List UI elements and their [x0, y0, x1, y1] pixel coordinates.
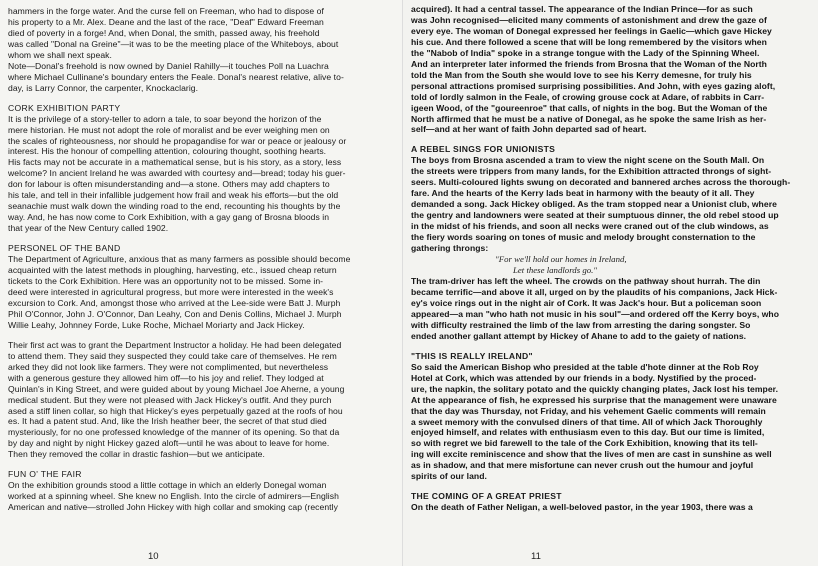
text-line: his cue. And there followed a scene that will be long remembered by the visitors when	[411, 36, 767, 47]
text-line: Then they removed the collar in drastic fashion—but we anticipate.	[8, 449, 265, 460]
text-line: mere historian. He must not adopt the role of moralist and be ever weighing men on	[8, 124, 330, 135]
text-line: gathering throngs:	[411, 243, 489, 254]
text-line: interest. His the honour of compelling attention, colouring thought, soothing hearts.	[8, 146, 327, 157]
text-line: personal attractions promised surprising possibilities. And John, with eyes gazing aloft,	[411, 80, 776, 91]
text-line: ure, the napkin, the solitary potato and the quickly changing plates, Jack lost his temper.	[411, 383, 779, 394]
section-heading: THE COMING OF A GREAT PRIEST	[411, 491, 562, 502]
text-line: became terrific—and above it all, urged on by the plaudits of his companions, Jack Hick-	[411, 286, 778, 297]
text-line: the gentry and landowners were seated at their sumptuous dinner, the old rebel stood up	[411, 210, 779, 221]
text-line: seers. Multi-coloured lights swung on decorated and bannered arches across the thorough-	[411, 177, 791, 188]
text-line: ey's voice rings out in the night air of Cork. It was Jack's hour. But a policeman soon	[411, 297, 762, 308]
text-line: On the death of Father Neligan, a well-beloved pastor, in the year 1903, there was a	[411, 502, 753, 513]
text-line: It is the privilege of a story-teller to adorn a tale, to soar beyond the horizon of the	[8, 113, 322, 124]
text-line: appeared—a man "who hath not music in his soul"—and ordered off the Kerry boys, who	[411, 308, 780, 319]
right-column	[411, 4, 807, 513]
text-line: medical student. But they were not pleased with Jack Hickey's outfit. And they purch	[8, 394, 332, 405]
right-page	[402, 0, 818, 566]
body-paragraph	[8, 114, 392, 234]
text-line: es. It had a patent stud. And, like the Irish heather beer, the secret of that stud died	[8, 416, 327, 427]
page-number-right: 11	[531, 551, 541, 562]
verse-line: Let these landlords go."	[513, 265, 598, 276]
text-line: his tale, and tell in their infallible judgement how frail and weak his efforts—but the old	[8, 190, 339, 201]
body-paragraph	[8, 480, 392, 513]
page-number-left: 10	[148, 551, 159, 562]
verse-line: "For we'll hold our homes in Ireland,	[495, 254, 627, 265]
text-line: spirits of our land.	[411, 471, 487, 482]
section-heading: FUN O' THE FAIR	[8, 469, 82, 480]
text-line: Quinlan's in King Street, and were guided about by young Michael Joe Aherne, a young	[8, 383, 345, 394]
left-column	[8, 6, 392, 513]
text-line: died of poverty in a forge! And, when Donal, the smith, passed away, his freehold	[8, 27, 320, 38]
text-line: where Michael Cullinane's boundary enters the Feale. Donal's nearest relative, alive to-	[8, 71, 344, 82]
text-line: whom we shall next speak.	[8, 49, 112, 60]
text-line: Phil O'Connor, John J. O'Connor, Dan Leahy, Con and Denis Collins, Michael J. Murph	[8, 308, 342, 319]
text-line: told the Man from the South she would love to see his Kerry demesne, for truly his	[411, 69, 752, 80]
body-paragraph	[411, 276, 807, 342]
text-line: self—and at her want of faith John departed sad of heart.	[411, 124, 647, 135]
text-line: On the exhibition grounds stood a little cottage in which an elderly Donegal woman	[8, 480, 327, 491]
intro-paragraph	[411, 4, 807, 135]
section-heading: A REBEL SINGS FOR UNIONISTS	[411, 144, 556, 155]
text-line: as in shadow, and that mere misfortune can never crush out the humour and joyful	[411, 460, 754, 471]
text-line: ended another gallant attempt by Hickey of Ahane to add to the gaiety of nations.	[411, 330, 747, 341]
body-paragraph	[8, 254, 392, 331]
text-line: At the appearance of fish, he expressed his surprise that the management were unaware	[411, 394, 777, 405]
body-paragraph	[8, 340, 392, 460]
text-line: The Department of Agriculture, anxious that as many farmers as possible should become	[8, 254, 351, 265]
text-line: acquainted with the latest methods in ploughing, harvesting, etc., issued cheap return	[8, 265, 337, 276]
text-line: the fiery words soaring on tones of music and melody brought consternation to the	[411, 232, 756, 243]
text-line: the scales of righteousness, nor should he propagandise for war or peace or jealousy or	[8, 135, 347, 146]
section-heading: CORK EXHIBITION PARTY	[8, 102, 121, 113]
text-line: So said the American Bishop who presided at the table d'hote dinner at the Rob Roy	[411, 361, 759, 372]
text-line: was John recognised—elicited many comments of astonishment and drew the gaze of	[411, 14, 767, 25]
text-line: hammers in the forge water. And the curse fell on Freeman, who had to dispose of	[8, 6, 324, 16]
text-line: fare. And the hearts of the Kerry lads beat in harmony with the beauty of it all. They	[411, 188, 755, 199]
text-line: Willie Leahy, Johnney Forde, Luke Roche, Michael Moriarty and Jack Hickey.	[8, 319, 305, 330]
text-line: that the day was Thursday, not Friday, and his vehement Gaelic comments will remain	[411, 405, 766, 416]
text-line: acquired). It had a central tassel. The appearance of the Indian Prince—for as such	[411, 4, 753, 14]
text-line: his property to a Mr. Alex. Deane and the last of the race, "Deaf" Edward Freeman	[8, 16, 324, 27]
text-line: don for labour is often misunderstanding and—a stone. Others may add chapters to	[8, 179, 330, 190]
text-line: arked they did not look like farmers. They were not complimented, but nevertheless	[8, 361, 329, 372]
text-line: with a generous gesture they allowed him off—to his joy and relief. They lodged at	[8, 372, 324, 383]
text-line: demanded a song. Jack Hickey obliged. As the tram stopped near a Unionist club, where	[411, 199, 777, 210]
intro-paragraph	[8, 6, 392, 94]
left-page	[0, 0, 402, 566]
text-line: told of lordly salmon in the Feale, of crowing grouse cock at Adare, of rabbits in Carr-	[411, 91, 765, 102]
text-line: The boys from Brosna ascended a tram to view the night scene on the South Mall. On	[411, 155, 765, 166]
text-line: every eye. The woman of Donegal expressed her feelings in Gaelic—which gave Hickey	[411, 25, 772, 36]
text-line: way. And, he has now come to Cork Exhibition, with a gay gang of Brosna bloods in	[8, 212, 330, 223]
body-paragraph	[411, 155, 807, 254]
text-line: with difficulty restrained the limb of the law from arresting the daring songster. So	[411, 319, 751, 330]
text-line: the streets were trippers from many lands, for the Exhibition attracted throngs of sight-	[411, 166, 772, 177]
text-line: in the midst of his friends, and soon all necks were craned out of the club windows, as	[411, 221, 769, 232]
text-line: ing will excite reminiscence and show that the lives of men are cast in sunshine as well	[411, 449, 772, 460]
text-line: that year of the New Century called 1902.	[8, 223, 169, 234]
text-line: so with regret we bid farewell to the tale of the Cork Exhibition, knowing that its tell-	[411, 438, 758, 449]
text-line: tickets to the Cork Exhibition. Here was an opportunity not to be missed. Some in-	[8, 276, 324, 287]
text-line: His facts may not be accurate in a mathematical sense, but is his story, as a story, less	[8, 157, 342, 168]
paragraph-gap	[8, 331, 392, 340]
text-line: Hotel at Cork, which was attended by our friends in a body. Nystified by the proced-	[411, 372, 757, 383]
text-line: ased a stiff linen collar, so high that Hickey's eyes perpetually gazed at the roofs of hou	[8, 405, 343, 416]
text-line: And an interpreter later informed the friends from Brosna that the Woman of the North	[411, 58, 767, 69]
section-heading: PERSONEL OF THE BAND	[8, 243, 121, 254]
body-paragraph	[411, 362, 807, 482]
text-line: seanachie must walk down the winding road to the end, recounting his thoughts by the	[8, 201, 341, 212]
text-line: worked at a spinning wheel. She knew no English. Into the circle of admirers—English	[8, 491, 339, 502]
text-line: mysteriously, for no one professed knowledge of the manner of its opening. So that da	[8, 427, 340, 438]
text-line: enjoyed himself, and relates with enthusiasm even to this day. But our time is limited,	[411, 427, 765, 438]
text-line: the "Nabob of India" spoke in a strange tongue with the Lady of the Spinning Wheel.	[411, 47, 760, 58]
text-line: deed were interested in agricultural progress, but more were interested in the week's	[8, 286, 334, 297]
text-line: by day and night by night Hickey gazed aloft—until he was about to leave for home.	[8, 438, 330, 449]
text-line: excursion to Cork. And, amongst those who arrived at the Lee-side were Batt J. Murph	[8, 297, 341, 308]
text-line: welcome? In ancient Ireland he was awarded with courtesy and—bread; today his guer-	[8, 168, 346, 179]
text-line: to attend them. They said they suspected they could take care of themselves. He rem	[8, 350, 337, 361]
body-paragraph	[411, 502, 807, 513]
text-line: Their first act was to grant the Department Instructor a holiday. He had been delegated	[8, 339, 342, 350]
text-line: The tram-driver has left the wheel. The crowds on the pathway shout hurrah. The din	[411, 276, 761, 287]
text-line: North affirmed that he must be a native of Donegal, as he spoke the same Irish as her-	[411, 113, 767, 124]
text-line: igeen Wood, of the "goureenroe" that calls, of nights in the bog. But the Woman of the	[411, 102, 768, 113]
text-line: a sweet memory with the convulsed diners of that time. All of which Jack Thoroughly	[411, 416, 763, 427]
text-line: day, is Larry Connor, the carpenter, Knockaclarig.	[8, 82, 199, 93]
text-line: was called "Donal na Greine"—it was to be the meeting place of the Whiteboys, about	[8, 38, 339, 49]
section-heading: "THIS IS REALLY IRELAND"	[411, 350, 533, 361]
text-line: Note—Donal's freehold is now owned by Daniel Rahilly—it touches Poll na Luachra	[8, 60, 329, 71]
text-line: American and native—strolled John Hickey with high collar and smoking cap (recently	[8, 502, 338, 513]
